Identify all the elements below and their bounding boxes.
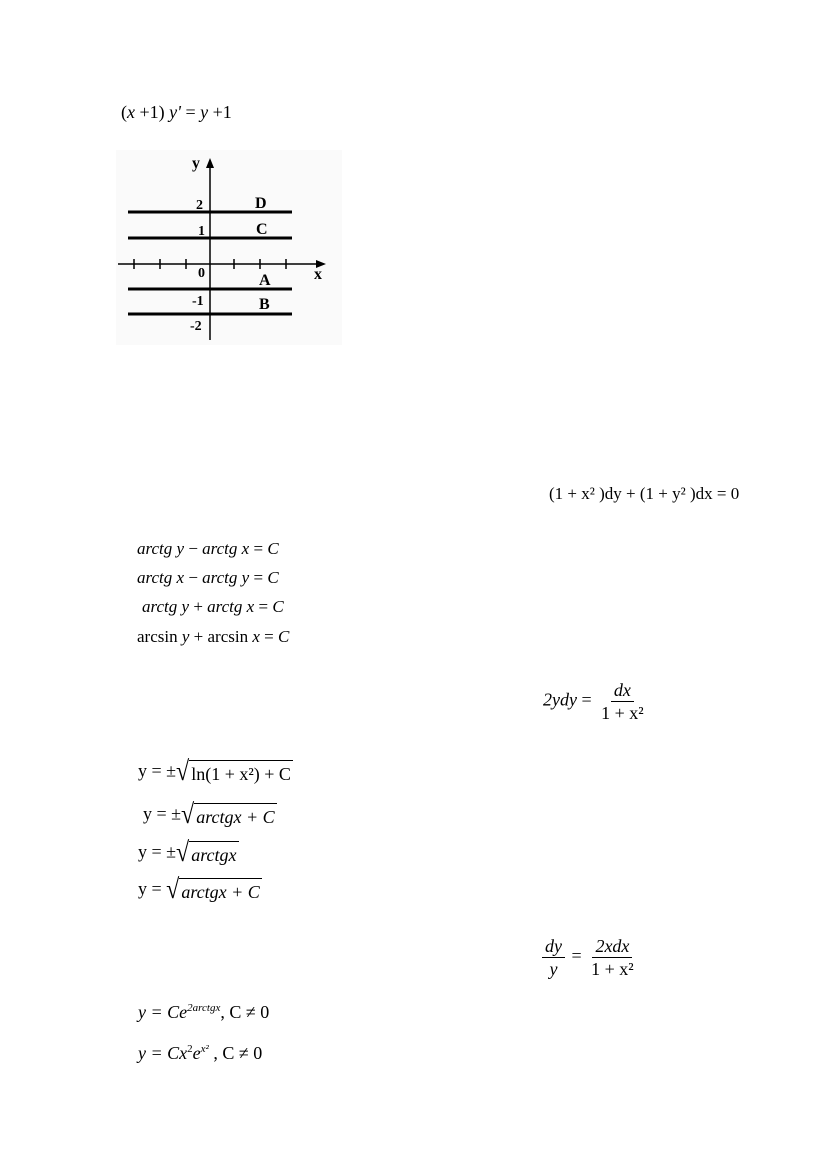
horizontal-lines-graph [116, 150, 342, 345]
option-2-3: arctg y + arctg x = C [142, 597, 284, 616]
axis-y-label: y [192, 155, 200, 172]
tick-label-2: 2 [196, 198, 203, 213]
axis-x-label: x [314, 266, 322, 283]
origin-label: 0 [198, 266, 205, 281]
option-3-4: y = √ arctgx + C [138, 874, 260, 905]
option-2-2: arctg x − arctg y = C [137, 568, 279, 587]
equation-2: (1 + x² )dy + (1 + y² )dx = 0 [549, 484, 740, 503]
option-3-1: y = ± √ ln(1 + x²) + C [138, 756, 291, 787]
equation-4: $\frac{dy}{y}$ = $\frac{\text{2xdx}}{\text{1 + x²}}$ [540, 935, 639, 980]
equation-3: 2ydy = $\frac{dx}{\text{1 + x²}}$ [543, 679, 649, 724]
option-3-2: y = ± √ arctgx + C [143, 799, 275, 830]
tick-label-minus-1: -1 [192, 294, 204, 309]
fraction-right: $\frac{\text{2xdx}}{\text{1 + x²}}$ [591, 936, 634, 979]
tick-label-1: 1 [198, 224, 205, 239]
fraction-left: $\frac{dy}{y}$ [542, 935, 565, 980]
equation-1: (x +1) y' = y +1 [121, 102, 232, 122]
option-2-1: arctg y − arctg x = C [137, 539, 279, 558]
line-label-a: A [259, 272, 271, 289]
option-4-1: $y = Ce^{2arctgx}$, C ≠ 0 [138, 1002, 270, 1022]
option-2-4: arcsin y + arcsin x = C [137, 627, 290, 646]
line-label-b: B [259, 296, 270, 313]
tick-label-minus-2: -2 [190, 319, 202, 334]
fraction: $\frac{dx}{\text{1 + x²}}$ [601, 680, 644, 723]
option-4-2: $y = Cx^2e^{x^2}$ , C ≠ 0 [138, 1043, 263, 1063]
line-label-c: C [256, 221, 268, 238]
line-label-d: D [255, 195, 267, 212]
option-3-3: y = ± √ arctgx [138, 837, 237, 868]
